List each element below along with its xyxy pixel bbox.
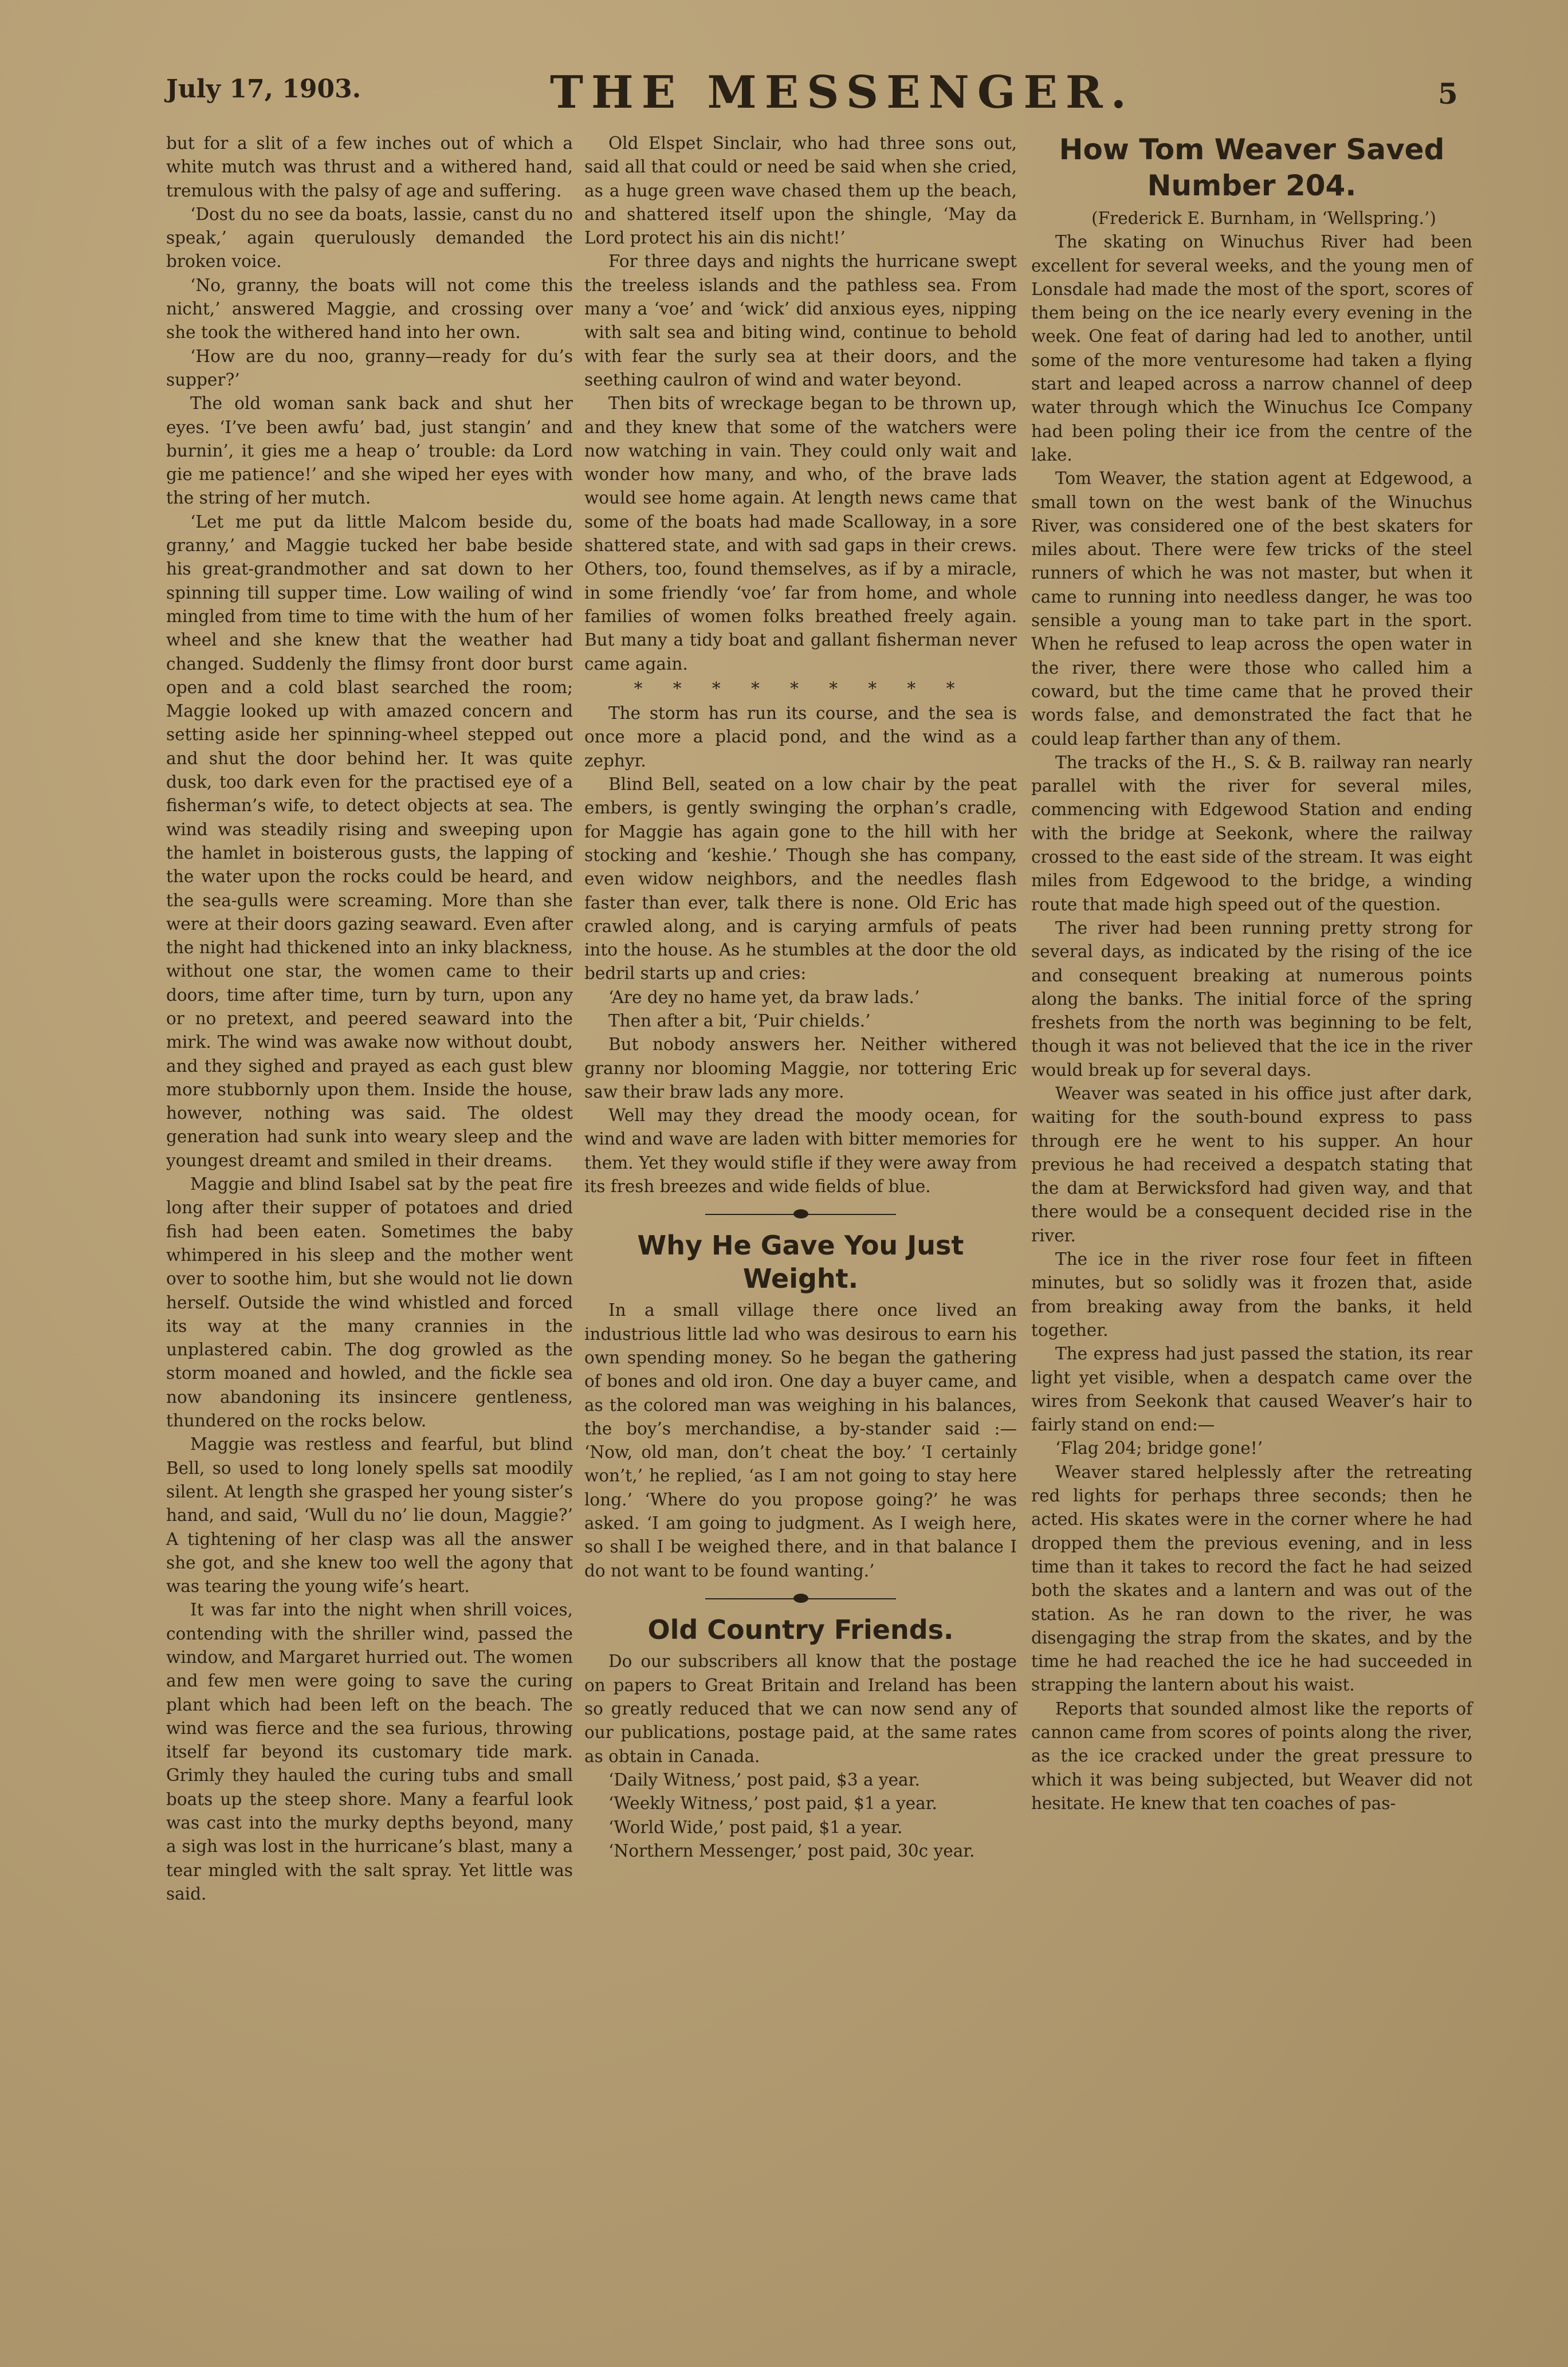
paragraph: Tom Weaver, the station agent at Edgewood, a small town on the west bank of the Winuchus River, was considered one of the best skaters for miles about. There were few tricks of the steel runners of which he was not master, but when it came to running into needless danger, he was too sensible a young man to take part in the sport. When he refused to leap across the open water in the river, there were those who called him a coward, but the time came that he proved their words false, and demonstrated the fact that he could leap farther than any of them. <box>1031 469 1472 749</box>
paragraph: Well may they dread the moody ocean, for wind and wave are laden with bitter memories for them. Yet they would stifle if they were away from its fresh breezes and wide fields of blue. <box>584 1106 1017 1197</box>
paragraph: It was far into the night when shrill voices, contending with the shriller wind, passed the window, and Margaret hurried out. The women and few men were going to save the curing plant which had been left on the beach. The wind was fierce and the sea furious, throwing itself far beyond its customary tide mark. Grimly they hauled the curing tubs and small boats up the steep shore. Many a fearful look was cast into the murky depths beyond, many a sigh was lost in the hurricane’s blast, many a tear mingled with the salt spray. Yet little was said. <box>166 1600 573 1904</box>
paragraph: Then bits of wreckage began to be thrown up, and they knew that some of the watchers were now watching in vain. They could only wait and wonder how many, and who, of the brave lads would see home again. At length news came that some of the boats had made Scalloway, in a sore shattered state, and with sad gaps in their crews. Others, too, found themselves, as if by a miracle, in some friendly ‘voe’ far from home, and whole families of women folks breathed freely again. But many a tidy boat and gallant fisherman never came again. <box>584 394 1017 674</box>
newspaper-title: THE MESSENGER. <box>550 66 1134 119</box>
article-title-weaver: How Tom Weaver Saved Number 204. <box>1059 133 1445 202</box>
paragraph: The river had been running pretty strong for several days, as indicated by the rising of the ice and consequent breaking at numerous points along the banks. The initial force of the spring freshets from the north was beginning to be felt, though it was not believed that the ice in the river would break up for several days. <box>1031 918 1472 1080</box>
column-3 <box>1031 132 1472 1815</box>
paragraph: The express had just passed the station, its rear light yet visible, when a despatch came over the wires from Seekonk that caused Weaver’s hair to fairly stand on end:— <box>1031 1344 1472 1435</box>
paragraph: Old Elspet Sinclair, who had three sons out, said all that could or need be said when she cried, as a huge green wave chased them up the beach, and shattered itself upon the shingle, ‘May da Lord protect his ain dis nicht!’ <box>584 133 1017 248</box>
paragraph: For three days and nights the hurricane swept the treeless islands and the pathless sea. From many a ‘voe’ and ‘wick’ did anxious eyes, nipping with salt sea and biting wind, continue to behold with fear the surly sea at their doors, and the seething caulron of wind and water beyond. <box>584 251 1017 390</box>
divider-ornament <box>584 1589 1017 1609</box>
byline: (Frederick E. Burnham, in ‘Wellspring.’) <box>1091 209 1436 228</box>
paragraph: Blind Bell, seated on a low chair by the peat embers, is gently swinging the orphan’s cradle, for Maggie has again gone to the hill with her stocking and ‘keshie.’ Though she has company, even widow neighbors, and the needles flash faster than ever, talk there is none. Old Eric has crawled along, and is carying armfuls of peats into the house. As he stumbles at the door the old bedril starts up and cries: <box>584 774 1017 984</box>
paragraph: In a small village there once lived an industrious little lad who was desirous to earn his own spending money. So he began the gathering of bones and old iron. One day a buyer came, and as the colored man was weighing in his balances, the boy’s merchandise, a by-stander said :— ‘Now, old man, don’t cheat the boy.’ ‘I certainly won’t,’ he replied, ‘as I am not going to stay here long.’ ‘Where do you propose going?’ he was asked. ‘I am going to judgment. As I weigh here, so shall I be weighed there, and in that balance I do not want to be found wanting.’ <box>584 1300 1017 1580</box>
paragraph: Weaver was seated in his office just after dark, waiting for the south-bound express to pass through ere he went to his supper. An hour previous he had received a despatch stating that the dam at Berwicksford had given way, and that there would be a consequent decided rise in the river. <box>1031 1083 1472 1245</box>
paragraph: but for a slit of a few inches out of which a white mutch was thrust and a withered hand, tremulous with the palsy of age and suffering. <box>166 133 573 200</box>
paragraph: ‘How are du noo, granny—ready for du’s supper?’ <box>166 346 573 390</box>
paragraph: Weaver stared helplessly after the retreating red lights for perhaps three seconds; then he acted. His skates were in the corner where he had dropped them the previous evening, and in less time than it takes to record the fact he had seized both the skates and a lantern and was out of the station. As he ran down to the river, he was disengaging the strap from the skates, and by the time he had reached the ice he had succeeded in strapping the lantern about his waist. <box>1031 1462 1472 1695</box>
paragraph: ‘No, granny, the boats will not come this nicht,’ answered Maggie, and crossing over she took the withered hand into her own. <box>166 275 573 343</box>
paragraph: ‘Flag 204; bridge gone!’ <box>1055 1438 1263 1458</box>
column-1 <box>166 132 573 1906</box>
article-title-weight: Why He Gave You Just Weight. <box>637 1230 964 1294</box>
paragraph: Reports that sounded almost like the reports of cannon came from scores of points along the river, as the ice cracked under the great pressure to which it was being subjected, but Weaver did not hesitate. He knew that ten coaches of pas- <box>1031 1698 1472 1813</box>
paragraph: But nobody answers her. Neither withered granny nor blooming Maggie, nor tottering Eric saw their braw lads any more. <box>584 1035 1017 1102</box>
paragraph: Maggie and blind Isabel sat by the peat fire long after their supper of potatoes and dried fish had been eaten. Sometimes the baby whimpered in his sleep and the mother went over to soothe him, but she would not lie down herself. Outside the wind whistled and forced its way at the many crannies in the unplastered cabin. The dog growled as the storm moaned and howled, and the fickle sea now abandoning its insincere gentleness, thundered on the rocks below. <box>166 1174 573 1431</box>
paragraph: ‘Are dey no hame yet, da braw lads.’ <box>608 987 920 1007</box>
paragraph: The old woman sank back and shut her eyes. ‘I’ve been awfu’ bad, just stangin’ and burnin’, it gies me a heap o’ trouble: da Lord gie me patience!’ and she wiped her eyes with the string of her mutch. <box>166 394 573 508</box>
paragraph: Do our subscribers all know that the postage on papers to Great Britain and Ireland has been so greatly reduced that we can now send any of our publications, postage paid, at the same rates as obtain in Canada. <box>584 1652 1017 1766</box>
paragraph: ‘Dost du no see da boats, lassie, canst du no speak,’ again querulously demanded the broken voice. <box>166 204 573 272</box>
article-title-friends: Old Country Friends. <box>647 1614 954 1645</box>
paragraph: The tracks of the H., S. & B. railway ran nearly parallel with the river for several miles, commencing with Edgewood Station and ending with the bridge at Seekonk, where the railway crossed to the east side of the stream. It was eight miles from Edgewood to the bridge, a winding route that made high speed out of the question. <box>1031 752 1472 914</box>
issue-date: July 17, 1903. <box>166 74 361 104</box>
paragraph: Maggie was restless and fearful, but blind Bell, so used to long lonely spells sat moodily silent. At length she grasped her young sister’s hand, and said, ‘Wull du no’ lie doun, Maggie?’ A tightening of her clasp was all the answer she got, and she knew too well the agony that was tearing the young wife’s heart. <box>166 1434 573 1597</box>
price-line: ‘Daily Witness,’ post paid, $3 a year. <box>608 1770 920 1790</box>
price-line: ‘Weekly Witness,’ post paid, $1 a year. <box>608 1794 937 1814</box>
paragraph: The ice in the river rose four feet in fifteen minutes, but so solidly was it frozen that, aside from breaking away from the banks, it held together. <box>1031 1249 1472 1340</box>
paragraph: The storm has run its course, and the sea is once more a placid pond, and the wind as a zephyr. <box>584 703 1017 770</box>
divider-ornament <box>584 1204 1017 1225</box>
section-stars: * * * * * * * * * <box>634 678 968 698</box>
masthead <box>0 66 1568 137</box>
column-2 <box>584 132 1017 1863</box>
paragraph: Then after a bit, ‘Puir chields.’ <box>608 1011 871 1031</box>
paragraph: ‘Let me put da little Malcom beside du, granny,’ and Maggie tucked her babe beside his great-grandmother and sat down to her spinning till supper time. Low wailing of wind mingled from time to time with the hum of her wheel and she knew that the weather had changed. Suddenly the flimsy front door burst open and a cold blast searched the room; Maggie looked up with amazed concern and setting aside her spinning-wheel stepped out and shut the door behind her. It was quite dusk, too dark even for the practised eye of a fisherman’s wife, to detect objects at sea. The wind was steadily rising and sweeping upon the hamlet in boisterous gusts, the lapping of the water upon the rocks could be heard, and the sea-gulls were screaming. More than she were at their doors gazing seaward. Even after the night had thickened into an inky blackness, without one star, the women came to their doors, time after time, turn by turn, upon any or no pretext, and peered seaward into the mirk. The wind was awake now without doubt, and they sighed and prayed as each gust blew more stubbornly upon them. Inside the house, however, nothing was said. The oldest generation had sunk into weary sleep and the youngest dreamt and smiled in their dreams. <box>166 512 573 1170</box>
page-number: 5 <box>1438 77 1458 111</box>
price-line: ‘World Wide,’ post paid, $1 a year. <box>608 1817 903 1837</box>
paragraph: The skating on Winuchus River had been excellent for several weeks, and the young men of Lonsdale had made the most of the sport, scores of them being on the ice nearly every evening in the week. One feat of daring had led to another, until some of the more venturesome had taken a flying start and leaped across a narrow channel of deep water through which the Winuchus Ice Company had been poling their ice from the centre of the lake. <box>1031 232 1472 465</box>
price-line: ‘Northern Messenger,’ post paid, 30c year. <box>608 1841 975 1861</box>
